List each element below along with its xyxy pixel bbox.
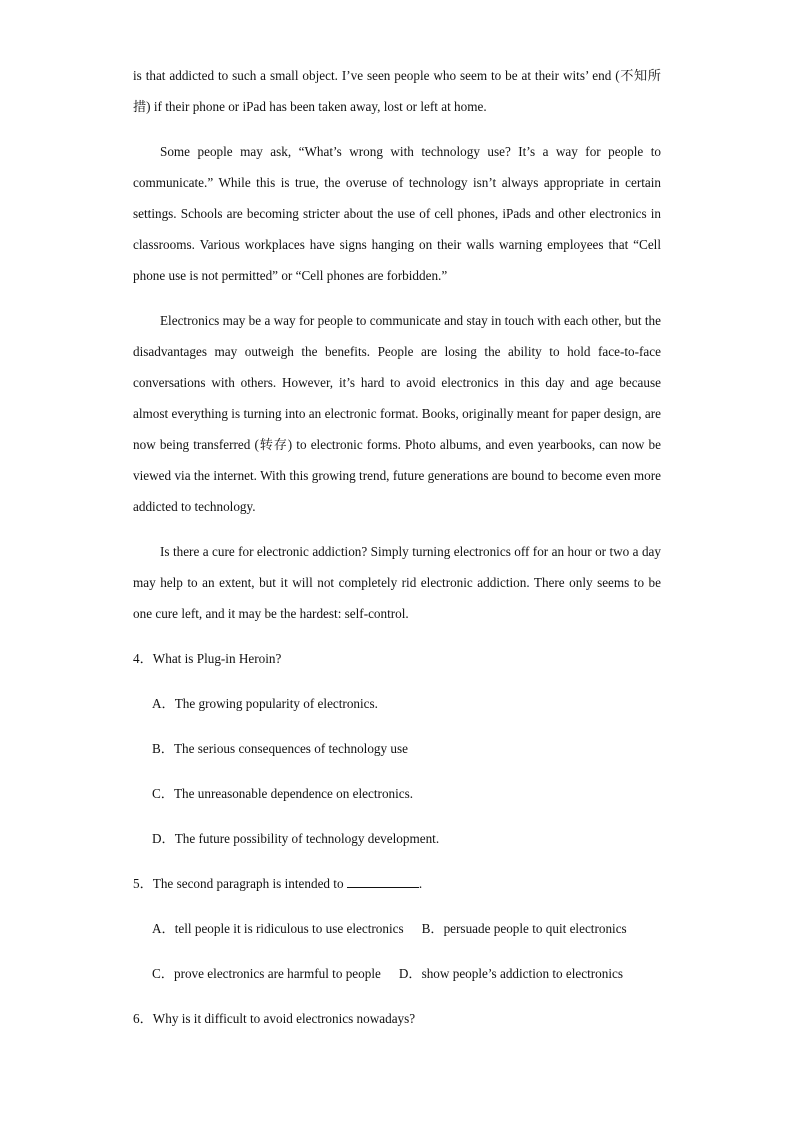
question-4-option-c: C．The unreasonable dependence on electronics.: [152, 786, 414, 801]
question-5-option-a: A．tell people it is ridiculous to use electronics: [152, 921, 404, 936]
passage-paragraph-1: is that addicted to such a small object. I’ve seen people who seem to be at their wits’ end (不知所措) if their phone or iPad has been taken away, lost or left at home.: [133, 68, 661, 114]
answer-blank: [347, 875, 419, 888]
passage-paragraph-4: Is there a cure for electronic addiction? Simply turning electronics off for an hour or two a day may help to an extent, but it will not completely rid electronic addiction. There only seems to be one cure left, and it may be the hardest: self-control.: [133, 544, 661, 621]
passage-paragraph-2: Some people may ask, “What’s wrong with technology use? It’s a way for people to communicate.” While this is true, the overuse of technology isn’t always appropriate in certain settings. Schools are becoming stricter about the use of cell phones, iPads and other electronics in classrooms. Various workplaces have signs hanging on their walls warning employees that “Cell phone use is not permitted” or “Cell phones are forbidden.”: [133, 144, 661, 283]
question-5-option-c: C．prove electronics are harmful to people: [152, 966, 381, 981]
question-4-stem: 4．What is Plug-in Heroin?: [133, 651, 282, 666]
question-4-option-d: D．The future possibility of technology development.: [152, 831, 440, 846]
question-4-option-a: A．The growing popularity of electronics.: [152, 696, 378, 711]
question-5-stem-end: .: [418, 876, 423, 891]
question-6-stem: 6．Why is it difficult to avoid electronics nowadays?: [133, 1011, 416, 1026]
question-5-stem-text: 5．The second paragraph is intended to: [133, 876, 347, 891]
document-page: [133, 60, 661, 1048]
question-5-option-d: D．show people’s addiction to electronics: [398, 966, 624, 981]
passage-paragraph-3: Electronics may be a way for people to communicate and stay in touch with each other, but the disadvantages may outweigh the benefits. People are losing the ability to hold face-to-face conversations with others. However, it’s hard to avoid electronics in this day and age because almost everything is turning into an electronic format. Books, originally meant for paper design, are now being transferred (转存) to electronic forms. Photo albums, and even yearbooks, can now be viewed via the internet. With this growing trend, future generations are bound to become even more addicted to technology.: [133, 313, 661, 514]
question-5-stem: [133, 868, 661, 899]
question-5-option-b: B．persuade people to quit electronics: [421, 921, 627, 936]
question-5-options-row-2: [152, 958, 661, 989]
question-4-option-b: B．The serious consequences of technology use: [152, 741, 408, 756]
question-5-options-row-1: [152, 913, 661, 944]
